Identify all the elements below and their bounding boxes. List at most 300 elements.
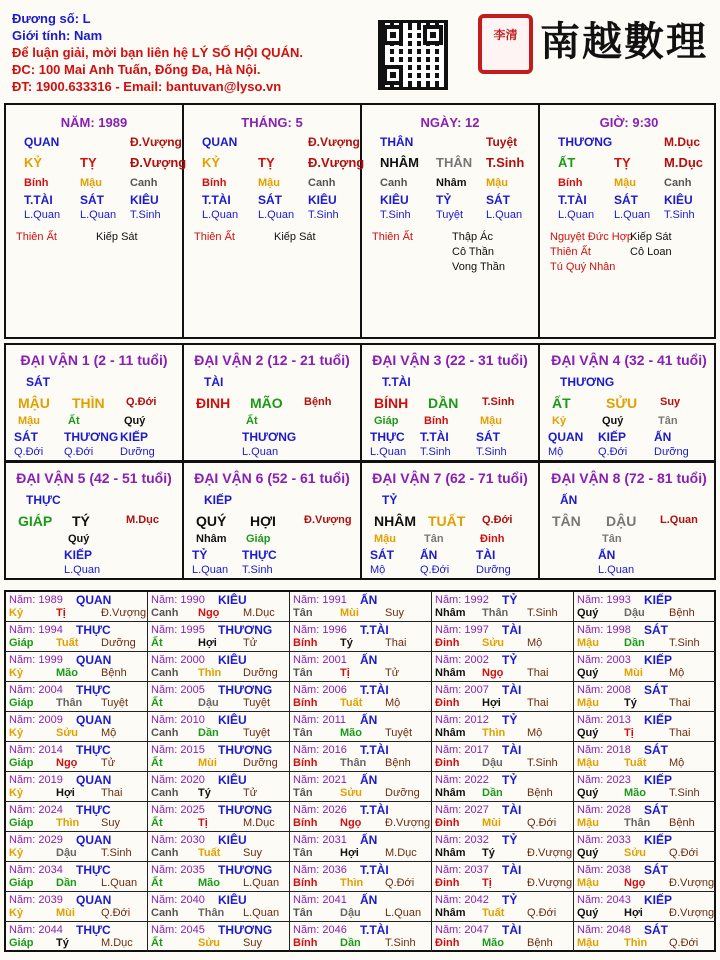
pillar-title: THÁNG: 5 xyxy=(241,115,303,130)
year-label: Năm: 2006 xyxy=(293,684,347,696)
dai-van-title: ĐẠI VẬN 2 (12 - 21 tuổi) xyxy=(194,352,350,368)
year-can: Canh xyxy=(151,727,179,739)
year-chi: Tuất xyxy=(482,907,505,919)
dai-van-title: ĐẠI VẬN 5 (42 - 51 tuổi) xyxy=(16,470,172,486)
year-cell xyxy=(574,712,716,742)
year-star: THỰC xyxy=(76,623,111,637)
year-chi: Dần xyxy=(624,637,645,649)
year-can: Tân xyxy=(293,607,313,619)
pillar-cell: T.TÀI xyxy=(24,193,53,207)
year-phase: Đ.Vượng xyxy=(669,907,715,919)
year-cell xyxy=(432,892,574,922)
year-can: Ất xyxy=(151,877,163,889)
year-phase: Mộ xyxy=(527,637,543,649)
dai-van-chi: HỢI xyxy=(250,513,276,529)
pillar-cell: Tuyệt xyxy=(436,209,464,221)
year-phase: Tuyệt xyxy=(243,697,271,709)
year-label: Năm: 2044 xyxy=(9,924,63,936)
pillar-cell: T.Sinh xyxy=(380,209,411,221)
year-star: QUAN xyxy=(76,773,112,787)
annual-luck-grid xyxy=(4,590,716,952)
year-label: Năm: 2007 xyxy=(435,684,489,696)
pillar-cell: Đ.Vượng xyxy=(308,155,365,170)
year-cell xyxy=(290,772,432,802)
year-star: KIÊU xyxy=(218,893,247,907)
year-star: SÁT xyxy=(644,863,668,877)
year-cell xyxy=(290,832,432,862)
dai-van-hidden-star: THƯƠNG xyxy=(64,430,119,444)
year-chi: Mùi xyxy=(198,757,217,769)
dai-van-hidden-phase: Mộ xyxy=(548,446,564,458)
year-phase: Suy xyxy=(243,847,262,859)
year-phase: Dưỡng xyxy=(243,757,278,769)
year-can: Nhâm xyxy=(435,727,466,739)
dai-van-title: ĐẠI VẬN 3 (22 - 31 tuổi) xyxy=(372,352,528,368)
year-can: Đinh xyxy=(435,817,460,829)
year-chi: Tuất xyxy=(56,637,79,649)
year-chi: Mùi xyxy=(56,907,75,919)
dai-van-hidden: Tân xyxy=(658,415,678,427)
year-phase: Đ.Vượng xyxy=(669,877,715,889)
dai-van-hidden-star: THỰC xyxy=(370,430,405,444)
year-chi: Thân xyxy=(198,907,225,919)
year-cell xyxy=(290,682,432,712)
pillar-star-left: Tú Quý Nhân xyxy=(550,261,616,273)
year-phase: Mộ xyxy=(527,727,543,739)
year-can: Kỷ xyxy=(9,907,24,919)
year-chi: Tuất xyxy=(340,697,363,709)
pillar-star-left: Thiên Ất xyxy=(16,231,57,243)
pillar-column xyxy=(540,105,718,337)
year-chi: Tuất xyxy=(198,847,221,859)
pillar-cell: Tuyệt xyxy=(486,135,518,149)
year-phase: T.Sinh xyxy=(101,847,132,859)
year-label: Năm: 2016 xyxy=(293,744,347,756)
year-cell xyxy=(148,862,290,892)
year-chi: Dậu xyxy=(198,697,219,709)
year-phase: Q.Đới xyxy=(385,877,415,889)
pillar-column xyxy=(6,105,187,337)
dai-van-hidden: Ất xyxy=(246,415,258,427)
year-label: Năm: 2014 xyxy=(9,744,63,756)
pillar-cell: KIÊU xyxy=(380,193,409,207)
year-cell xyxy=(574,892,716,922)
pillar-star-right: Cô Loan xyxy=(630,246,672,258)
year-can: Đinh xyxy=(435,757,460,769)
dai-van-title: ĐẠI VẬN 6 (52 - 61 tuổi) xyxy=(194,470,350,486)
year-label: Năm: 2022 xyxy=(435,774,489,786)
year-can: Ất xyxy=(151,637,163,649)
dai-van-can: GIÁP xyxy=(18,513,53,529)
year-can: Canh xyxy=(151,667,179,679)
pillar-cell: Canh xyxy=(130,177,158,189)
dai-van-hidden: Tân xyxy=(602,533,622,545)
year-star: KIÊU xyxy=(218,713,247,727)
dai-van-can: QUÝ xyxy=(196,513,227,529)
dai-van-hidden-star: THỰC xyxy=(242,548,277,562)
year-star: SÁT xyxy=(644,923,668,937)
year-phase: L.Quan xyxy=(243,877,280,889)
year-phase: M.Dục xyxy=(385,847,417,859)
year-cell xyxy=(574,652,716,682)
year-chi: Mùi xyxy=(340,607,359,619)
year-chi: Sửu xyxy=(198,937,221,949)
year-chi: Sửu xyxy=(56,727,79,739)
dai-van-hidden-phase: L.Quan xyxy=(192,564,229,576)
pillar-cell: TỴ xyxy=(80,155,97,170)
year-can: Kỷ xyxy=(9,607,24,619)
year-cell xyxy=(432,772,574,802)
year-can: Kỷ xyxy=(9,667,24,679)
header-info xyxy=(12,10,303,95)
year-can: Tân xyxy=(293,727,313,739)
pillar-star-right: Vong Thần xyxy=(452,261,506,273)
dai-van-hidden-star: THƯƠNG xyxy=(242,430,297,444)
year-phase: Mộ xyxy=(669,667,685,679)
year-cell xyxy=(290,892,432,922)
year-cell xyxy=(290,742,432,772)
dai-van-hidden-star: KIẾP xyxy=(64,548,93,562)
pillar-star-left: Nguyệt Đức Hợp xyxy=(550,231,634,243)
dai-van-star: THỰC xyxy=(26,493,61,507)
dai-van-hidden-phase: L.Quan xyxy=(64,564,101,576)
dai-van-column xyxy=(184,463,362,578)
year-phase: Tuyệt xyxy=(101,697,129,709)
dai-van-chi: TÝ xyxy=(72,513,90,529)
year-chi: Mùi xyxy=(482,817,501,829)
dai-van-hidden-star: ẤN xyxy=(598,548,616,562)
year-star: TỶ xyxy=(502,653,518,667)
year-cell xyxy=(6,922,148,952)
pillar-cell: KIÊU xyxy=(664,193,693,207)
year-star: ẤN xyxy=(360,593,378,607)
year-cell xyxy=(6,832,148,862)
dai-van-hidden: Quý xyxy=(124,415,146,427)
dai-van-can: BÍNH xyxy=(374,395,409,411)
year-label: Năm: 1991 xyxy=(293,594,347,606)
year-phase: Đ.Vượng xyxy=(527,877,573,889)
year-star: THỰC xyxy=(76,743,111,757)
pillar-cell: Đ.Vượng xyxy=(130,135,182,149)
dai-van-chi: DẬU xyxy=(606,513,637,529)
year-can: Giáp xyxy=(9,757,34,769)
year-chi: Thìn xyxy=(624,937,648,949)
year-cell xyxy=(148,832,290,862)
pillar-cell: L.Quan xyxy=(24,209,61,221)
year-phase: Q.Đới xyxy=(527,817,557,829)
year-chi: Tý xyxy=(198,787,211,799)
dai-van-hidden: Giáp xyxy=(246,533,271,545)
pillar-cell: TỴ xyxy=(614,155,631,170)
year-phase: Q.Đới xyxy=(527,907,557,919)
dai-van-hidden: Đinh xyxy=(480,533,505,545)
year-cell xyxy=(574,772,716,802)
dai-van-star: KIẾP xyxy=(204,493,233,507)
dai-van-chi: SỬU xyxy=(606,395,638,411)
year-star: SÁT xyxy=(644,623,668,637)
year-label: Năm: 2013 xyxy=(577,714,631,726)
year-chi: Tý xyxy=(56,937,69,949)
year-cell xyxy=(432,592,574,622)
contact-invite: Để luận giải, mời bạn liên hệ LÝ SỐ HỘI QUÁN. xyxy=(12,45,303,60)
year-label: Năm: 2021 xyxy=(293,774,347,786)
year-label: Năm: 2015 xyxy=(151,744,205,756)
pillar-cell: QUAN xyxy=(24,135,60,149)
year-star: KIẾP xyxy=(644,593,673,607)
pillar-cell: L.Quan xyxy=(614,209,651,221)
year-cell xyxy=(574,802,716,832)
pillar-cell: Bính xyxy=(202,177,227,189)
year-phase: Bệnh xyxy=(527,937,553,949)
dai-van-hidden-phase: T.Sinh xyxy=(242,564,273,576)
year-label: Năm: 2046 xyxy=(293,924,347,936)
year-star: TỶ xyxy=(502,713,518,727)
pillar-cell: T.Sinh xyxy=(130,209,161,221)
year-cell xyxy=(6,652,148,682)
dai-van-phase: M.Dục xyxy=(126,514,159,526)
year-chi: Thìn xyxy=(198,667,222,679)
year-star: TỶ xyxy=(502,593,518,607)
year-cell xyxy=(290,592,432,622)
year-label: Năm: 2032 xyxy=(435,834,489,846)
year-phase: Tuyệt xyxy=(243,727,271,739)
dai-van-phase: Q.Đới xyxy=(482,514,513,526)
dai-van-column xyxy=(540,463,718,578)
pillar-cell: SÁT xyxy=(486,193,510,207)
dai-van-hidden-phase: Dưỡng xyxy=(120,446,155,458)
year-star: KIẾP xyxy=(644,893,673,907)
year-can: Nhâm xyxy=(435,607,466,619)
year-can: Kỷ xyxy=(9,727,24,739)
year-star: QUAN xyxy=(76,893,112,907)
year-phase: Thai xyxy=(669,697,691,709)
pillar-star-right: Thập Ác xyxy=(452,231,493,243)
year-label: Năm: 2040 xyxy=(151,894,205,906)
year-can: Mậu xyxy=(577,817,599,829)
year-chi: Hợi xyxy=(624,907,643,919)
year-chi: Dậu xyxy=(624,607,645,619)
year-can: Mậu xyxy=(577,697,599,709)
year-cell xyxy=(290,652,432,682)
year-phase: M.Dục xyxy=(243,817,275,829)
pillar-star-right: Kiếp Sát xyxy=(96,231,138,243)
year-label: Năm: 2028 xyxy=(577,804,631,816)
gender: Giới tính: Nam xyxy=(12,28,103,43)
year-chi: Tị xyxy=(198,817,208,829)
year-star: QUAN xyxy=(76,593,112,607)
pillar-cell: TỴ xyxy=(258,155,275,170)
year-can: Canh xyxy=(151,787,179,799)
year-cell xyxy=(148,892,290,922)
year-star: ẤN xyxy=(360,893,378,907)
dai-van-hidden-star: ẤN xyxy=(420,548,438,562)
year-phase: Dưỡng xyxy=(243,667,278,679)
four-pillars-table xyxy=(4,103,716,339)
year-label: Năm: 2002 xyxy=(435,654,489,666)
year-label: Năm: 1990 xyxy=(151,594,205,606)
year-label: Năm: 2004 xyxy=(9,684,63,696)
year-cell xyxy=(148,592,290,622)
year-chi: Mão xyxy=(624,787,646,799)
year-chi: Tị xyxy=(340,667,350,679)
dai-van-star: TÀI xyxy=(204,375,224,389)
pillar-cell: Canh xyxy=(380,177,408,189)
pillar-cell: SÁT xyxy=(258,193,282,207)
year-chi: Dậu xyxy=(56,847,77,859)
year-label: Năm: 2009 xyxy=(9,714,63,726)
pillar-cell: THƯƠNG xyxy=(558,135,613,149)
year-can: Giáp xyxy=(9,697,34,709)
year-label: Năm: 2017 xyxy=(435,744,489,756)
year-label: Năm: 1992 xyxy=(435,594,489,606)
year-label: Năm: 2026 xyxy=(293,804,347,816)
year-star: QUAN xyxy=(76,713,112,727)
year-label: Năm: 2045 xyxy=(151,924,205,936)
year-label: Năm: 2035 xyxy=(151,864,205,876)
dai-van-column xyxy=(6,463,184,578)
year-phase: Thai xyxy=(101,787,123,799)
year-phase: T.Sinh xyxy=(527,757,558,769)
year-can: Tân xyxy=(293,907,313,919)
qr-code-icon[interactable] xyxy=(378,20,448,90)
dai-van-hidden-star: TÀI xyxy=(476,548,496,562)
year-phase: Q.Đới xyxy=(669,937,699,949)
dai-van-title: ĐẠI VẬN 1 (2 - 11 tuổi) xyxy=(20,352,168,368)
year-can: Giáp xyxy=(9,937,34,949)
dai-van-star: SÁT xyxy=(26,375,50,389)
year-chi: Mùi xyxy=(624,667,643,679)
dai-van-star: T.TÀI xyxy=(382,375,411,389)
dai-van-hidden-star: SÁT xyxy=(476,430,500,444)
dai-van-hidden: Bính xyxy=(424,415,449,427)
dai-van-hidden-star: ẤN xyxy=(654,430,672,444)
year-star: KIÊU xyxy=(218,833,247,847)
dai-van-chi: MÃO xyxy=(250,395,283,411)
year-can: Ất xyxy=(151,817,163,829)
pillar-cell: KỶ xyxy=(202,155,221,170)
year-can: Canh xyxy=(151,607,179,619)
pillar-cell: Bính xyxy=(558,177,583,189)
dai-van-hidden-phase: Q.Đới xyxy=(420,564,450,576)
year-label: Năm: 2019 xyxy=(9,774,63,786)
year-chi: Hợi xyxy=(198,637,217,649)
year-phase: L.Quan xyxy=(101,877,138,889)
year-label: Năm: 1997 xyxy=(435,624,489,636)
year-chi: Tý xyxy=(482,847,495,859)
year-label: Năm: 2001 xyxy=(293,654,347,666)
year-cell xyxy=(290,622,432,652)
year-chi: Thân xyxy=(56,697,83,709)
year-phase: Q.Đới xyxy=(669,847,699,859)
pillar-cell: Đ.Vượng xyxy=(130,155,187,170)
year-phase: Dưỡng xyxy=(385,787,420,799)
year-can: Quý xyxy=(577,667,599,679)
year-chi: Sửu xyxy=(482,637,505,649)
dai-van-hidden-star: SÁT xyxy=(14,430,38,444)
year-can: Nhâm xyxy=(435,907,466,919)
pillar-star-left: Thiên Ất xyxy=(550,246,591,258)
year-cell xyxy=(6,862,148,892)
year-phase: Bệnh xyxy=(527,787,553,799)
year-star: T.TÀI xyxy=(360,863,389,877)
year-phase: Tử xyxy=(243,787,258,799)
year-can: Tân xyxy=(293,667,313,679)
year-phase: Mộ xyxy=(101,727,117,739)
year-label: Năm: 2000 xyxy=(151,654,205,666)
dai-van-column xyxy=(184,345,362,460)
year-can: Đinh xyxy=(435,877,460,889)
year-can: Mậu xyxy=(577,637,599,649)
year-cell xyxy=(432,922,574,952)
year-star: THỰC xyxy=(76,683,111,697)
dai-van-title: ĐẠI VẬN 7 (62 - 71 tuổi) xyxy=(372,470,528,486)
year-star: QUAN xyxy=(76,833,112,847)
dai-van-hidden-phase: T.Sinh xyxy=(420,446,451,458)
year-star: THƯƠNG xyxy=(218,863,273,877)
year-chi: Mão xyxy=(56,667,78,679)
year-phase: Đ.Vượng xyxy=(527,847,573,859)
year-label: Năm: 2031 xyxy=(293,834,347,846)
year-star: ẤN xyxy=(360,773,378,787)
dai-van-hidden-star: T.TÀI xyxy=(420,430,449,444)
year-star: TÀI xyxy=(502,743,522,757)
year-cell xyxy=(432,622,574,652)
year-cell xyxy=(6,802,148,832)
year-phase: Thai xyxy=(385,637,407,649)
pillar-cell: Bính xyxy=(24,177,49,189)
pillar-cell: Mậu xyxy=(80,177,102,189)
pillar-cell: L.Quan xyxy=(558,209,595,221)
year-phase: Đ.Vượng xyxy=(385,817,431,829)
year-phase: T.Sinh xyxy=(669,637,700,649)
year-star: TÀI xyxy=(502,683,522,697)
year-label: Năm: 2039 xyxy=(9,894,63,906)
year-chi: Ngọ xyxy=(340,817,362,829)
pillar-cell: Nhâm xyxy=(436,177,467,189)
dai-van-star: THƯƠNG xyxy=(560,375,615,389)
year-chi: Hợi xyxy=(340,847,359,859)
year-cell xyxy=(574,862,716,892)
year-phase: Bệnh xyxy=(385,757,411,769)
year-cell xyxy=(6,772,148,802)
dai-van-hidden-star: TỶ xyxy=(192,548,208,562)
pillar-cell: Canh xyxy=(308,177,336,189)
year-phase: T.Sinh xyxy=(669,787,700,799)
year-cell xyxy=(148,622,290,652)
phone-email[interactable]: ĐT: 1900.633316 - Email: bantuvan@lyso.vn xyxy=(12,79,282,94)
year-star: ẤN xyxy=(360,653,378,667)
pillar-cell: KIÊU xyxy=(308,193,337,207)
year-chi: Thân xyxy=(340,757,367,769)
year-phase: Q.Đới xyxy=(101,907,131,919)
year-can: Kỷ xyxy=(9,847,24,859)
pillar-star-right: Cô Thần xyxy=(452,246,494,258)
dai-van-chi: DẦN xyxy=(428,395,459,411)
year-cell xyxy=(148,742,290,772)
dai-van-title: ĐẠI VẬN 4 (32 - 41 tuổi) xyxy=(551,352,707,368)
year-star: ẤN xyxy=(360,833,378,847)
year-cell xyxy=(290,862,432,892)
year-chi: Sửu xyxy=(624,847,647,859)
pillar-cell: Mậu xyxy=(486,177,508,189)
year-star: TỶ xyxy=(502,773,518,787)
year-phase: Thai xyxy=(669,727,691,739)
year-can: Bính xyxy=(293,937,318,949)
year-can: Quý xyxy=(577,847,599,859)
year-label: Năm: 2047 xyxy=(435,924,489,936)
year-phase: Dưỡng xyxy=(101,637,136,649)
year-label: Năm: 2041 xyxy=(293,894,347,906)
